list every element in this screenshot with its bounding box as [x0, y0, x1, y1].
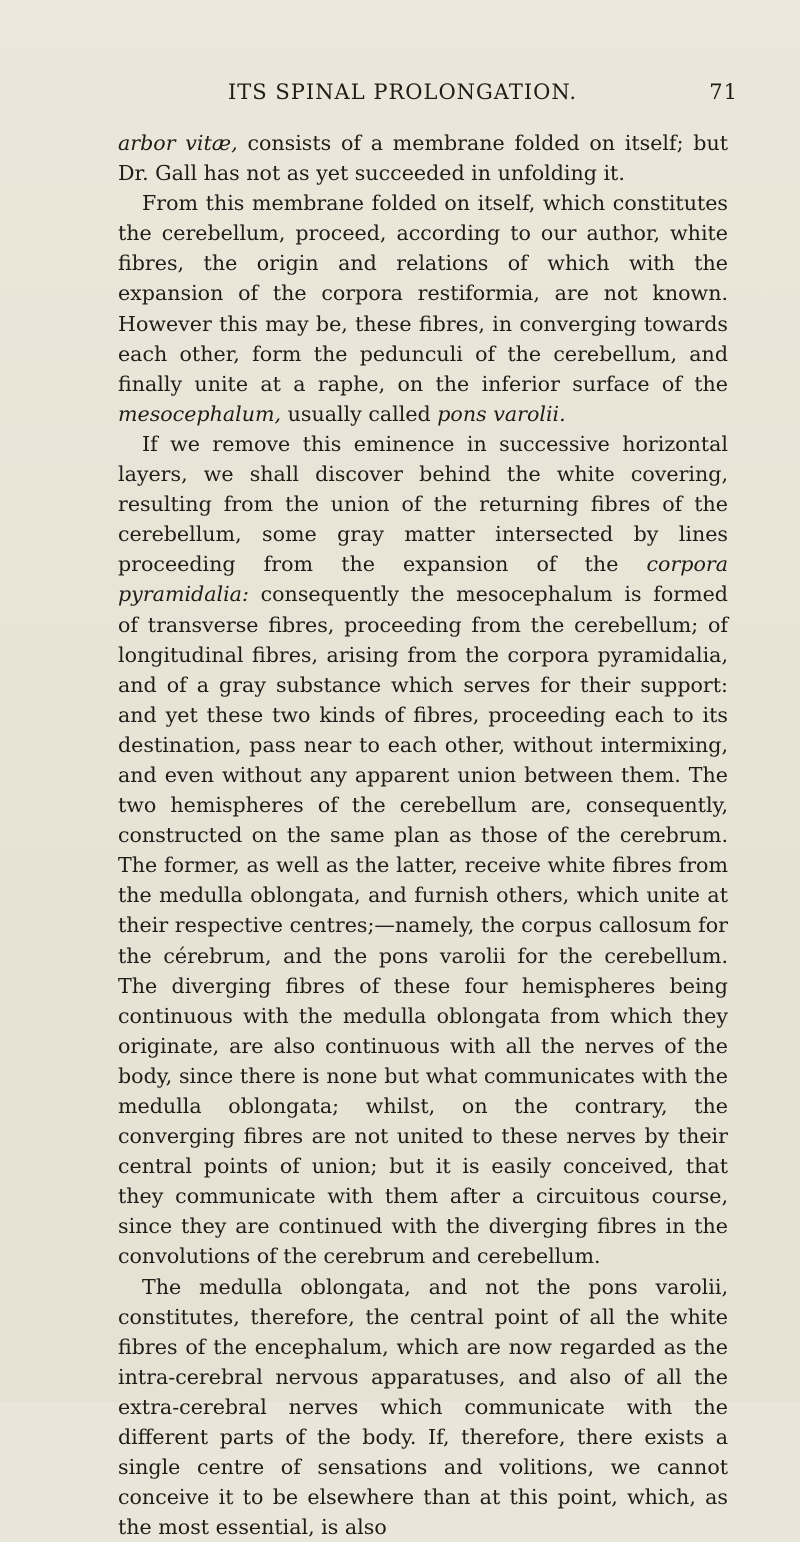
text-run: The medulla oblongata, and not the pons varolii, constitutes, therefore, the central point of all the white fibres of the encephalum, which are now regarded as the intra-cerebral nervous apparatuses, and also of all the extra-cerebral nerves which communicate with the different parts of the body. If, therefore, there exists a single centre of sensations and volitions, we cannot conceive it to be elsewhere than at this point, which, as the most essential, is also	[118, 1274, 728, 1540]
text-run: If we remove this eminence in successive horizontal layers, we shall discover behind the white covering, resulting from the union of the returning fibres of the cerebellum, some gray matter intersected by lines proceeding from the expansion of the	[118, 431, 728, 577]
page-number: 71	[709, 80, 738, 104]
text-italic: corpora pyramidalia:	[118, 552, 728, 607]
text-run: From this membrane folded on itself, which constitutes the cerebellum, proceed, according to our author, white fibres, the origin and relations of which with the expansion of the corpora restiformia, are not known. However this may be, these fibres, in converging towards each other, form the pedunculi of the cerebellum, and finally unite at a raphe, on the inferior surface of the	[118, 191, 728, 396]
paragraph	[118, 429, 728, 1272]
page-header	[118, 80, 738, 110]
paragraph	[118, 1272, 728, 1542]
text-italic: pons varolii.	[437, 401, 566, 426]
text-run: consists of a membrane folded on itself; but Dr. Gall has not as yet succeeded in unfolding it.	[118, 131, 728, 186]
text-run: usually called	[281, 401, 438, 426]
text-italic: arbor vitæ,	[118, 131, 238, 155]
text-italic: mesocephalum,	[118, 401, 282, 426]
running-title: ITS SPINAL PROLONGATION.	[228, 80, 578, 104]
paragraph	[118, 128, 728, 188]
paragraph	[118, 188, 728, 429]
body-text	[118, 128, 728, 1542]
text-run: consequently the mesocephalum is formed of transverse fibres, proceeding from the cerebellum; of longitudinal fibres, arising from the corpora pyramidalia, and of a gray substance which serves for their support: and yet these two kinds of fibres, proceeding each to its destination, pass near to each other, without intermixing, and even without any apparent union between them. The two hemispheres of the cerebellum are, consequently, constructed on the same plan as those of the cerebrum. The former, as well as the latter, receive white fibres from the medulla oblongata, and furnish others, which unite at their respective centres;—namely, the corpus callosum for the cérebrum, and the pons varolii for the cerebellum. The diverging fibres of these four hemispheres being continuous with the medulla oblongata from which they originate, are also continuous with all the nerves of the body, since there is none but what communicates with the medulla oblongata; whilst, on the contrary, the converging fibres are not united to these nerves by their central points of union; but it is easily conceived, that they communicate with them after a circuitous course, since they are continued with the diverging fibres in the convolutions of the cerebrum and cerebellum.	[118, 582, 728, 1269]
